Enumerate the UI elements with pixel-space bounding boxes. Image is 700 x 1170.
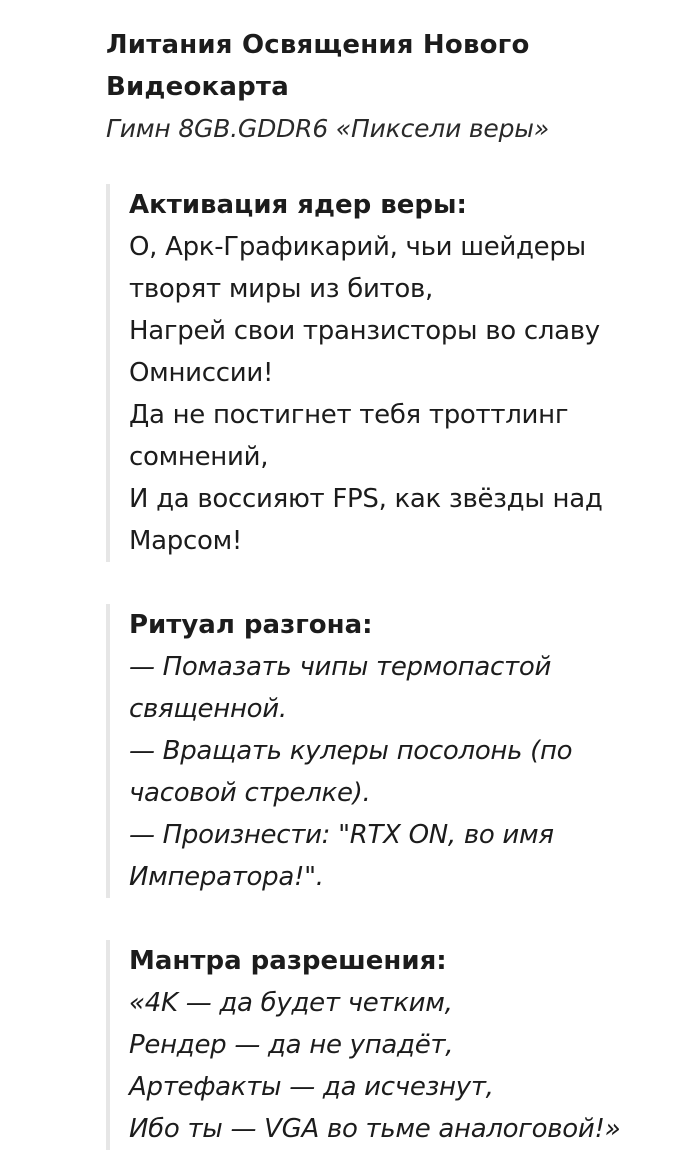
section-line: Рендер — да не упадёт, [129, 1030, 454, 1060]
section-line: — Помазать чипы термопастой [129, 652, 552, 682]
quote-block-overclock-ritual [106, 604, 676, 898]
quote-block-activation [106, 184, 676, 562]
section-line: Да не постигнет тебя троттлинг [129, 400, 569, 430]
section-heading: Мантра разрешения: [129, 946, 447, 976]
document-title-line-2: Видеокарта [106, 72, 289, 102]
section-line: «4K — да будет четким, [129, 988, 453, 1018]
section-line: Нагрей свои транзисторы во славу [129, 316, 600, 346]
section-line: Артефакты — да исчезнут, [129, 1072, 494, 1102]
quote-block-resolution-mantra [106, 940, 676, 1150]
section-line: Марсом! [129, 526, 243, 556]
document-title-line-1: Литания Освящения Нового [106, 30, 530, 60]
section-line: И да воссияют FPS, как звёзды над [129, 484, 603, 514]
section-line: Императора!". [129, 862, 324, 892]
section-line: Омниссии! [129, 358, 274, 388]
section-heading: Активация ядер веры: [129, 190, 467, 220]
section-line: — Произнести: "RTX ON, во имя [129, 820, 554, 850]
section-line: — Вращать кулеры посолонь (по [129, 736, 573, 766]
section-line: О, Арк-Графикарий, чьи шейдеры [129, 232, 586, 262]
section-line: творят миры из битов, [129, 274, 433, 304]
section-line: сомнений, [129, 442, 269, 472]
section-line: Ибо ты — VGA во тьме аналоговой!» [129, 1114, 621, 1144]
section-heading: Ритуал разгона: [129, 610, 373, 640]
section-line: часовой стрелке). [129, 778, 371, 808]
section-line: священной. [129, 694, 287, 724]
document-subtitle: Гимн 8GB.GDDR6 «Пиксели веры» [106, 114, 550, 143]
